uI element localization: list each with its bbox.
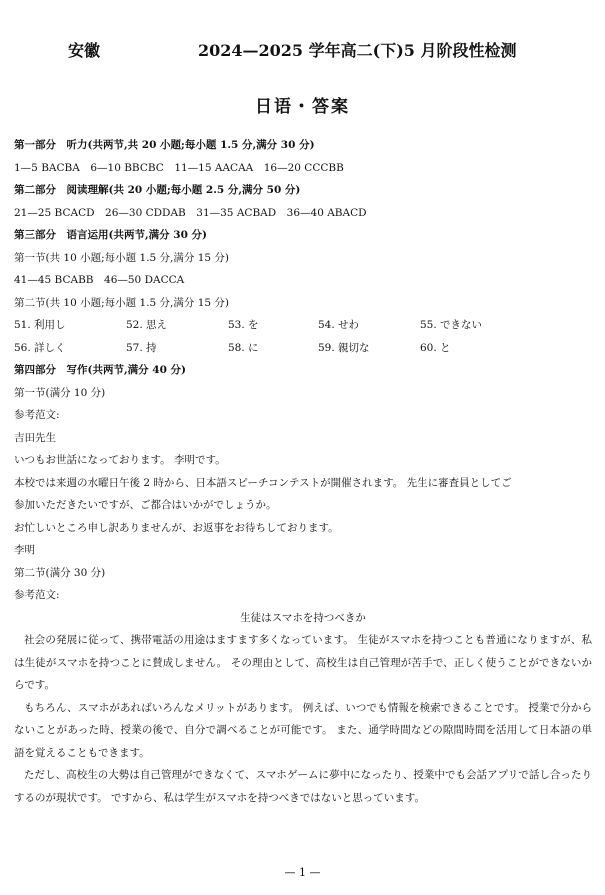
essay-paragraph: もちろん、スマホがあればいろんなメリットがあります。 例えば、いつでも情報を検索できることです。 授業で分からないことがあった時、授業の後で、自分で調べることが可能です。 また、通学時間などの隙間時間を活用して日本語の単語を覚えることもできます。 xyxy=(14,701,592,759)
letter-line: 本校では来週の水曜日午後 2 時から、日本語スピーチコンテストが開催されます。 先生に審査員としてご xyxy=(14,476,512,489)
page-number: — 1 — xyxy=(284,866,321,879)
letter-line: 参加いただきたいですが、ご都合はいかがでしょうか。 xyxy=(14,499,277,511)
reference-label: 参考范文: xyxy=(14,409,60,421)
region-label: 安徽 xyxy=(68,41,101,60)
answer-item: 58. に xyxy=(228,341,259,354)
essay-paragraph: ただし、高校生の大勢は自己管理ができなくて、スマホゲームに夢中になったり、授業中でも会話アプリで話し合ったりするのが現状です。 ですから、私は学生がスマホを持つべきではないと思っています。 xyxy=(14,769,592,804)
page-subtitle: 日语・答案 xyxy=(255,97,350,117)
reference-label: 参考范文: xyxy=(14,589,60,601)
part1-heading: 第一部分 听力(共两节,共 20 小题;每小题 1.5 分,满分 30 分) xyxy=(14,139,315,151)
answer-item: 60. と xyxy=(420,341,451,354)
part3-section1-heading: 第一节(共 10 小题;每小题 1.5 分,满分 15 分) xyxy=(14,251,230,264)
part3-section1-answers: 41—45 BCABB 46—50 DACCA xyxy=(14,274,185,286)
answer-item: 53. を xyxy=(228,319,259,331)
part2-answers: 21—25 BCACD 26—30 CDDAB 31—35 ACBAD 36—40 ABACD xyxy=(14,206,367,219)
answer-row xyxy=(14,314,592,337)
answer-row xyxy=(14,337,592,360)
part3-section2-heading: 第二节(共 10 小题;每小题 1.5 分,满分 15 分) xyxy=(14,296,230,309)
essay-paragraph: 社会の発展に従って、携帯電話の用途はますます多くなっています。 生徒がスマホを持つことも普通になりますが、私は生徒がスマホを持つことに賛成しません。 その理由として、高校生は自己管理が苦手で、正しく使うことができないからです。 xyxy=(14,634,592,691)
answer-item: 55. できない xyxy=(420,319,483,331)
answer-item: 51. 利用し xyxy=(14,319,66,331)
letter-line: いつもお世話になっております。 李明です。 xyxy=(14,454,226,466)
answer-item: 59. 親切な xyxy=(318,341,370,354)
answer-item: 54. せわ xyxy=(318,319,360,331)
letter-line: 吉田先生 xyxy=(14,431,56,444)
answer-content xyxy=(14,134,592,809)
answer-item: 52. 思え xyxy=(126,319,168,331)
part4-heading: 第四部分 写作(共两节,满分 40 分) xyxy=(14,364,187,376)
letter-line: 李明 xyxy=(14,544,35,556)
essay-title: 生徒はスマホを持つべきか xyxy=(240,611,366,624)
exam-title: 2024—2025 学年高二(下)5 月阶段性检测 xyxy=(198,41,517,60)
answer-item: 56. 詳しく xyxy=(14,341,66,354)
part4-section1-heading: 第一节(满分 10 分) xyxy=(14,386,106,399)
part4-section2-heading: 第二节(满分 30 分) xyxy=(14,566,106,579)
part2-heading: 第二部分 阅读理解(共 20 小题;每小题 2.5 分,满分 50 分) xyxy=(14,184,301,196)
part1-answers: 1—5 BACBA 6—10 BBCBC 11—15 AACAA 16—20 CCCBB xyxy=(14,161,344,174)
answer-item: 57. 持 xyxy=(126,341,157,354)
part3-heading: 第三部分 语言运用(共两节,满分 30 分) xyxy=(14,229,208,241)
letter-line: お忙しいところ申し訳ありませんが、お返事をお待ちしております。 xyxy=(14,521,339,534)
